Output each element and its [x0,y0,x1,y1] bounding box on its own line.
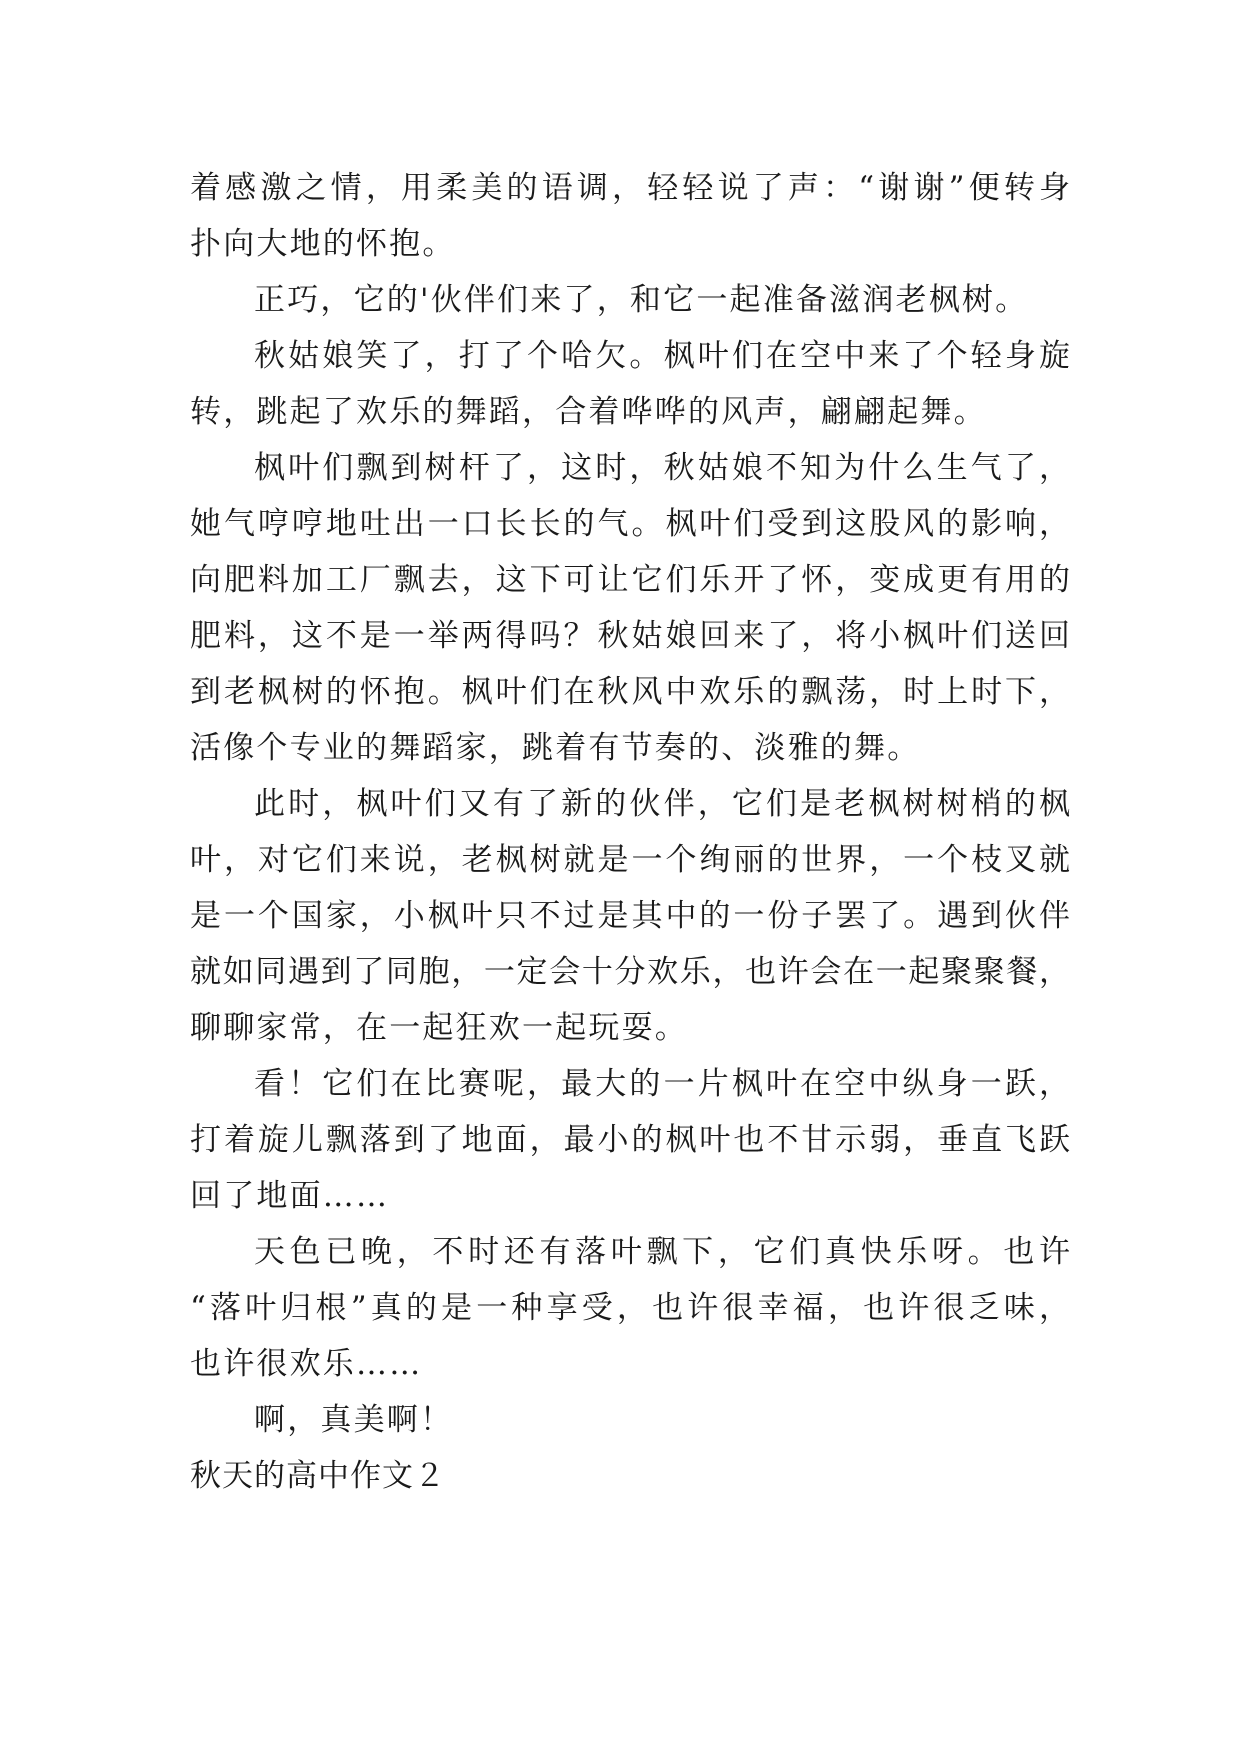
paragraph-7 [190,1224,1070,1392]
text-line: 聊聊家常，在一起狂欢一起玩耍。 [190,1010,688,1046]
text-line: 她气哼哼地吐出一口长长的气。枫叶们受到这股风的影响， [190,506,1070,542]
text-line: 秋姑娘笑了，打了个哈欠。枫叶们在空中来了个轻身旋 [254,338,1070,374]
text-line: 打着旋儿飘落到了地面，最小的枫叶也不甘示弱，垂直飞跃 [190,1122,1070,1158]
paragraph-1 [190,160,1070,272]
text-line: 正巧，它的'伙伴们来了，和它一起准备滋润老枫树。 [254,282,1029,318]
text-line: 叶，对它们来说，老枫树就是一个绚丽的世界，一个枝叉就 [190,842,1070,878]
paragraph-8 [190,1392,1070,1448]
text-line: 肥料，这不是一举两得吗？秋姑娘回来了，将小枫叶们送回 [190,618,1070,654]
text-line: 就如同遇到了同胞，一定会十分欢乐，也许会在一起聚聚餐， [190,954,1070,990]
text-line: 到老枫树的怀抱。枫叶们在秋风中欢乐的飘荡，时上时下， [190,674,1070,710]
text-line: 回了地面…… [190,1178,390,1214]
text-line: 看！它们在比赛呢，最大的一片枫叶在空中纵身一跃， [254,1066,1070,1102]
text-line: 向肥料加工厂飘去，这下可让它们乐开了怀，变成更有用的 [190,562,1070,598]
text-line: 啊，真美啊！ [254,1402,454,1438]
text-line: 是一个国家，小枫叶只不过是其中的一份子罢了。遇到伙伴 [190,898,1070,934]
paragraph-6 [190,1056,1070,1224]
text-line: 扑向大地的怀抱。 [190,226,456,262]
text-line: “落叶归根”真的是一种享受，也许很幸福，也许很乏味， [190,1290,1070,1326]
text-line: 枫叶们飘到树杆了，这时，秋姑娘不知为什么生气了， [254,450,1070,486]
text-line: 天色已晚，不时还有落叶飘下，它们真快乐呀。也许 [254,1234,1070,1270]
text-line: 着感激之情，用柔美的语调，轻轻说了声：“谢谢”便转身 [190,170,1070,206]
text-line: 也许很欢乐…… [190,1346,423,1382]
paragraph-2 [190,272,1070,328]
document-body [190,160,1070,1504]
text-line: 活像个专业的舞蹈家，跳着有节奏的、淡雅的舞。 [190,730,921,766]
paragraph-3 [190,328,1070,440]
text-line: 转，跳起了欢乐的舞蹈，合着哗哗的风声，翩翩起舞。 [190,394,987,430]
paragraph-5 [190,776,1070,1056]
paragraph-4 [190,440,1070,776]
section-title: 秋天的高中作文２ [190,1458,446,1494]
text-line: 此时，枫叶们又有了新的伙伴，它们是老枫树树梢的枫 [254,786,1070,822]
